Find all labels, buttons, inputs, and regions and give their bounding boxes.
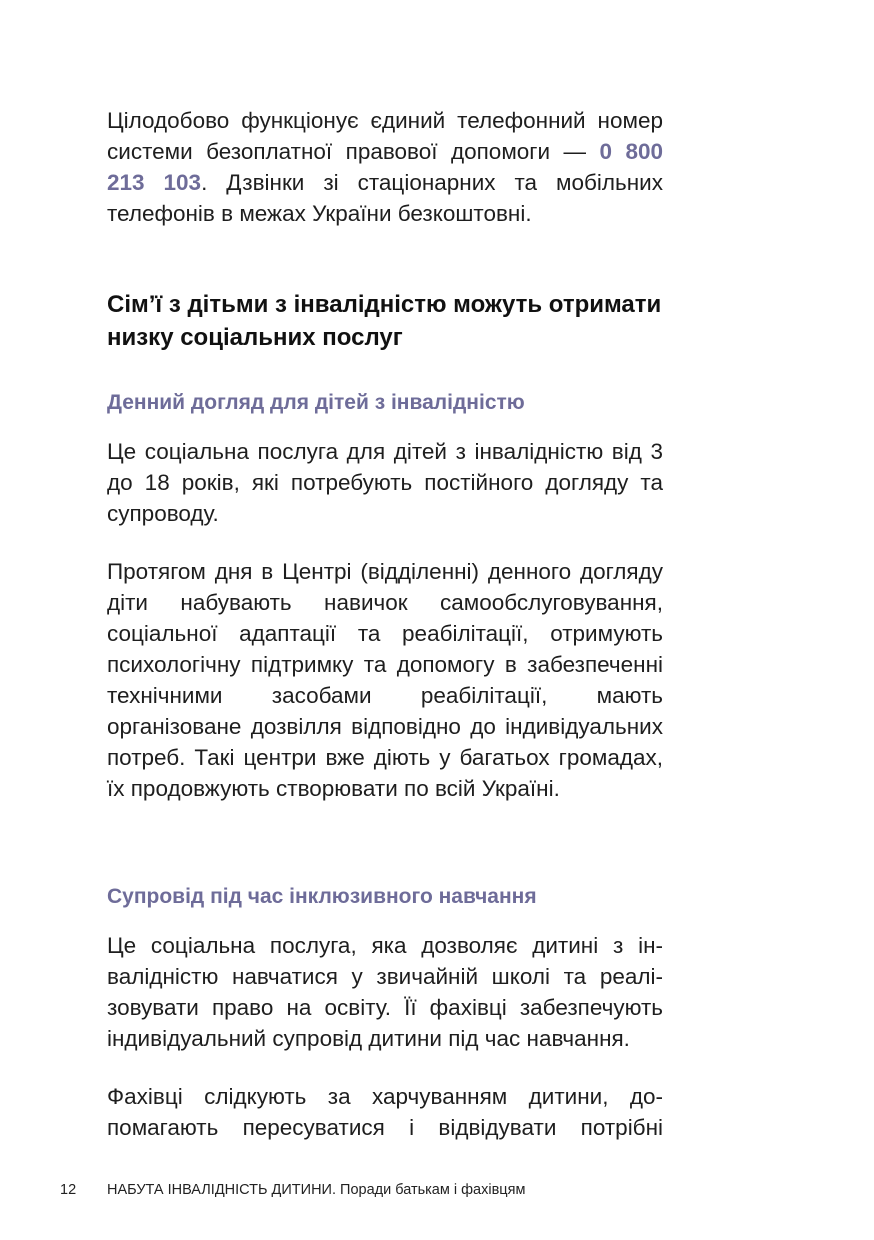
intro-text-before: Цілодобово функціонує єдиний телефонний номер системи безоплатної правової допомоги — (107, 108, 663, 164)
page-footer (60, 1182, 525, 1198)
day-care-paragraph-1-block (107, 436, 663, 529)
inclusive-paragraph-1: Це соціальна послуга, яка дозволяє дитині з інвалідністю навчатися у звичайній школі та реалізовувати право на освіту. Її фахівці забезпечують індивідуальний супровід дитини під час навчання. (107, 933, 663, 1051)
hotline-phone-number: 0 800 213 103 (107, 139, 663, 195)
inclusive-paragraph-1-block (107, 930, 663, 1054)
subsection-heading-day-care: Денний догляд для дітей з інвалідністю (107, 391, 525, 414)
publication-title: НАБУТА ІНВАЛІДНІСТЬ ДИТИНИ (107, 1182, 332, 1198)
subsection-heading-inclusive-support: Супровід під час інклюзивного навчання (107, 885, 537, 908)
publication-subtitle: . Поради батькам і фахівцям (331, 1182, 526, 1198)
section-heading: Сім’ї з дітьми з інвалідністю можуть отримати низку соціальних послуг (107, 291, 662, 351)
page-number: 12 (60, 1182, 77, 1198)
inclusive-paragraph-2-block (107, 1081, 663, 1143)
day-care-paragraph-1: Це соціальна послуга для дітей з інвалідністю від 3 до 18 років, які потребують постійного догляду та супроводу. (107, 439, 663, 526)
intro-text-after: . Дзвінки зі стаціонарних та мобільних телефонів в межах України безкоштовні. (107, 170, 663, 226)
intro-block (107, 105, 663, 229)
intro-paragraph (107, 105, 663, 229)
inclusive-paragraph-2: Фахівці слідкують за харчуванням дитини, допомагають пересуватися і відвідувати потрібні (107, 1084, 663, 1140)
day-care-paragraph-2-block (107, 556, 663, 804)
day-care-paragraph-2: Протягом дня в Центрі (відділенні) денного догляду діти набувають навичок самообслуговування, соціальної адаптації та реабілітації, отримують психологічну підтримку та допомогу в забезпеченні технічними засобами реабілітації, мають організоване дозвілля відповідно до індивідуальних потреб. Такі центри вже діють у багатьох громадах, їх продовжують створювати по всій Україні. (107, 559, 663, 801)
